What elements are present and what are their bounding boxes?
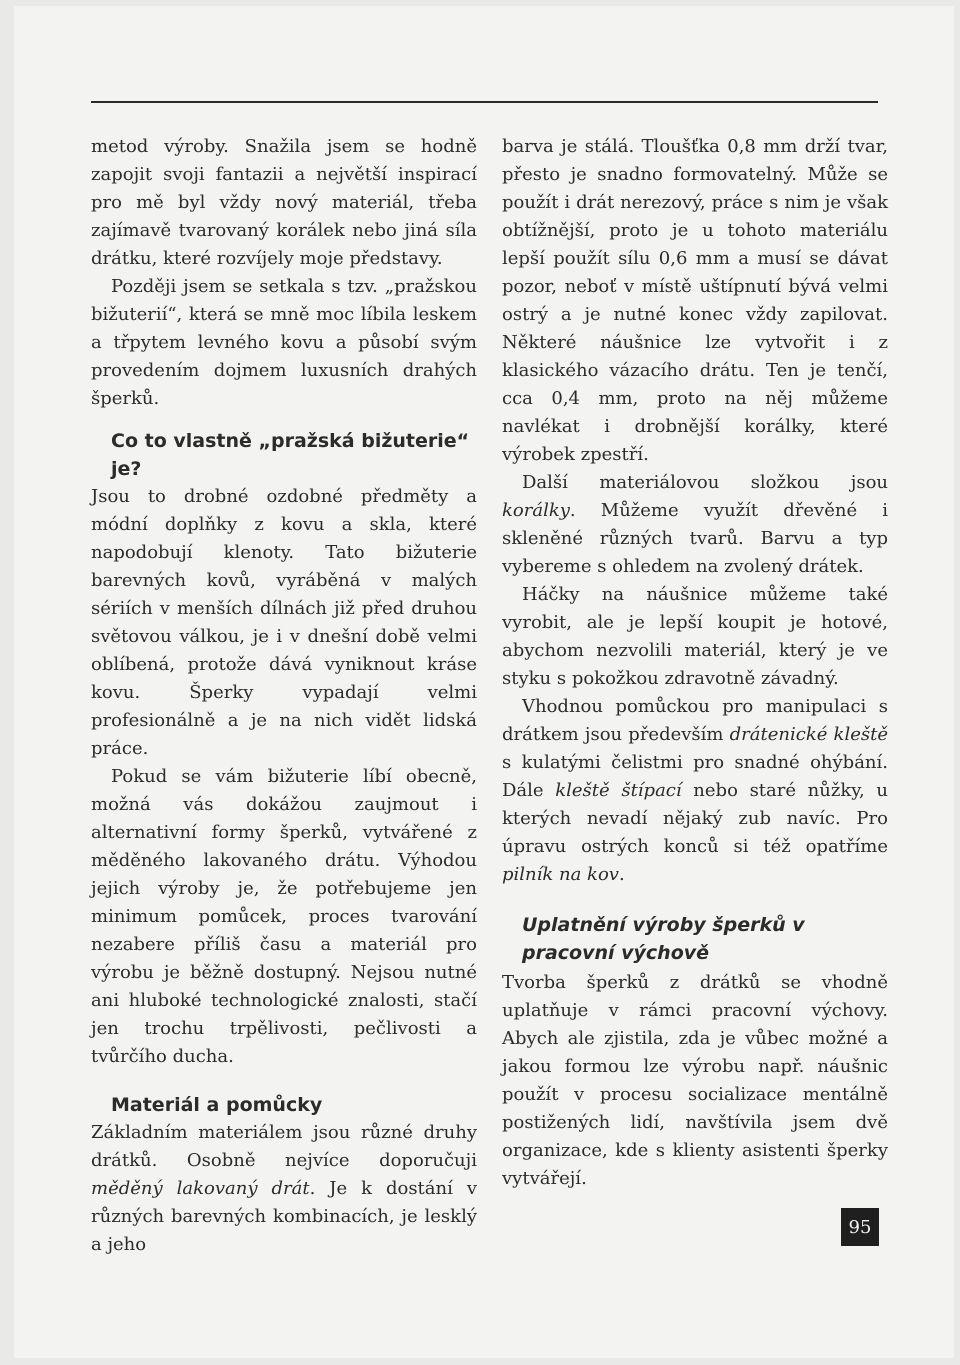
emphasis: pilník na kov (502, 864, 619, 885)
paragraph: Pokud se vám bižuterie líbí obecně, možná vás dokážou zaujmout i alternativní formy šperků, vytvářené z měděného lakovaného drátu. Výhodou jejich výroby je, že potřebujeme jen minimum pomůcek, proces tvarování nezabere příliš času a materiál pro výrobu je běžně dostupný. Nejsou nutné ani hluboké technologické znalosti, stačí jen trochu trpělivosti, pečlivosti a tvůrčího ducha. (91, 766, 477, 1067)
emphasis: kleště štípací (555, 780, 682, 801)
paragraph: Později jsem se setkala s tzv. „pražskou bižuterií“, která se mně moc líbila leskem a třpytem levného kovu a působí svým provedením dojmem luxusních drahých šperků. (91, 276, 477, 409)
text-run: . (618, 864, 625, 885)
text-run: nebo staré nůžky, u kterých nevadí nějaký zub navíc. Pro úpravu ostrých konců si též opatříme (502, 780, 889, 857)
text-run: Další materiálovou složkou jsou (522, 472, 888, 493)
text-run: s kulatými čelistmi pro snadné ohýbání. Dále (502, 752, 888, 801)
paragraph (91, 1119, 477, 1259)
right-column (502, 133, 888, 1193)
text-run: . Je k dostání v různých barevných kombinacích, je lesklý a jeho (91, 1178, 478, 1255)
paragraph: metod výroby. Snažila jsem se hodně zapojit svoji fantazii a největší inspirací pro mě byl vždy nový materiál, třeba zajímavě tvarovaný korálek nebo jiná síla drátku, které rozvíjely moje představy. (91, 136, 477, 269)
paragraph (502, 693, 888, 889)
page-number: 95 (841, 1208, 879, 1246)
emphasis: měděný lakovaný drát (91, 1178, 310, 1199)
paragraph: Tvorba šperků z drátků se vhodně uplatňuje v rámci pracovní výchovy. Abych ale zjistila, zda je vůbec možné a jakou formou lze výrobu např. náušnic použít v procesu socializace mentálně postižených lidí, navštívila jsem dvě organizace, kde s klienty asistenti šperky vytvářejí. (502, 972, 888, 1189)
header-rule (91, 101, 878, 103)
text-run: Vhodnou pomůckou pro manipulaci s drátkem jsou především (502, 696, 888, 745)
section-heading: Materiál a pomůcky (111, 1094, 323, 1116)
section-heading: Co to vlastně „pražská bižuterie“ je? (111, 430, 470, 480)
text-run: Základním materiálem jsou různé druhy drátků. Osobně nejvíce doporučuji (91, 1122, 477, 1171)
paragraph: Jsou to drobné ozdobné předměty a módní doplňky z kovu a skla, které napodobují klenoty. Tato bižuterie barevných kovů, vyráběná v malých sériích v menších dílnách již před druhou světovou válkou, je i v dnešní době velmi oblíbená, protože dává vyniknout kráse kovu. Šperky vypadají velmi profesionálně a je na nich vidět lidská práce. (91, 486, 477, 759)
text-run: . Můžeme využít dřevěné i skleněné různých tvarů. Barvu a typ vybereme s ohledem na zvolený drátek. (502, 500, 888, 577)
emphasis: drátenické kleště (729, 724, 888, 745)
paragraph (502, 469, 888, 581)
paragraph: Háčky na náušnice můžeme také vyrobit, ale je lepší koupit je hotové, abychom nezvolili materiál, který je ve styku s pokožkou zdravotně závadný. (502, 584, 888, 689)
section-heading: Uplatnění výroby šperků v pracovní výchově (522, 914, 805, 964)
emphasis: korálky (502, 500, 570, 521)
left-column (91, 133, 477, 1259)
paragraph: barva je stálá. Tloušťka 0,8 mm drží tvar, přesto je snadno formovatelný. Může se použít i drát nerezový, práce s nim je však obtížnější, proto je u tohoto materiálu lepší použít sílu 0,6 mm a musí se dávat pozor, neboť v místě uštípnutí bývá velmi ostrý a je nutné konec vždy zapilovat. Některé náušnice lze vytvořit i z klasického vázacího drátu. Ten je tenčí, cca 0,4 mm, proto na něj můžeme navlékat i drobnější korálky, které výrobek zpestří. (502, 136, 888, 465)
